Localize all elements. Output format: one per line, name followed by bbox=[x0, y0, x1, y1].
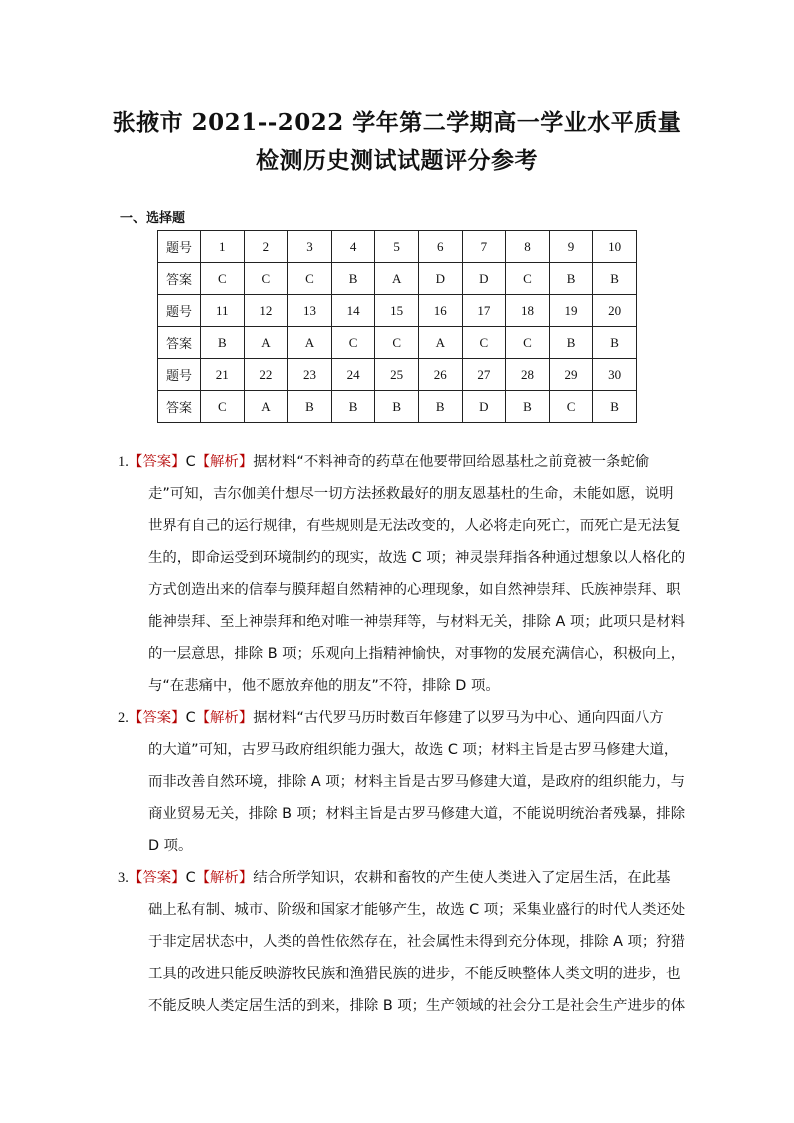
table-cell: B bbox=[418, 391, 462, 423]
table-cell: 26 bbox=[418, 359, 462, 391]
table-cell: 22 bbox=[244, 359, 288, 391]
table-cell: B bbox=[549, 263, 593, 295]
table-row bbox=[158, 359, 637, 391]
explanation-line bbox=[118, 960, 681, 992]
explanation-line bbox=[118, 512, 681, 544]
table-cell: B bbox=[549, 327, 593, 359]
explanation-text: 走”可知，吉尔伽美什想尽一切方法拯救最好的朋友恩基杜的生命，未能如愿，说明 bbox=[148, 486, 674, 502]
explanation-line bbox=[118, 800, 686, 832]
row-header-cell: 题号 bbox=[158, 231, 201, 263]
item-number: 1. bbox=[118, 454, 129, 470]
explanation-text: 据材料“不料神奇的药草在他要带回给恩基杜之前竟被一条蛇偷 bbox=[253, 454, 650, 470]
table-cell: C bbox=[375, 327, 419, 359]
explanation-line bbox=[118, 928, 686, 960]
analysis-label: 【解析】 bbox=[195, 710, 254, 726]
explanation-line bbox=[118, 896, 686, 928]
explanation-line bbox=[118, 480, 674, 512]
explanation-text: 据材料“古代罗马历时数百年修建了以罗马为中心、通向四面八方 bbox=[253, 710, 664, 726]
table-cell: C bbox=[506, 327, 550, 359]
table-cell: 11 bbox=[201, 295, 245, 327]
table-cell: A bbox=[418, 327, 462, 359]
table-row bbox=[158, 295, 637, 327]
explanation-line bbox=[118, 864, 671, 896]
table-cell: B bbox=[288, 391, 332, 423]
table-cell: D bbox=[462, 263, 506, 295]
row-header-cell: 题号 bbox=[158, 359, 201, 391]
explanation-text: 方式创造出来的信奉与膜拜超自然精神的心理现象，如自然神崇拜、氏族神崇拜、职 bbox=[148, 582, 681, 598]
table-cell: C bbox=[462, 327, 506, 359]
table-cell: B bbox=[506, 391, 550, 423]
table-cell: 29 bbox=[549, 359, 593, 391]
explanation-item bbox=[118, 448, 686, 704]
item-number: 2. bbox=[118, 710, 129, 726]
table-cell: B bbox=[593, 327, 637, 359]
explanation-line bbox=[118, 832, 658, 864]
table-cell: B bbox=[201, 327, 245, 359]
table-cell: B bbox=[593, 391, 637, 423]
table-cell: C bbox=[331, 327, 375, 359]
table-cell: 1 bbox=[201, 231, 245, 263]
analysis-label: 【解析】 bbox=[195, 454, 254, 470]
table-cell: 16 bbox=[418, 295, 462, 327]
table-cell: 17 bbox=[462, 295, 506, 327]
explanation-text: 的大道”可知，古罗马政府组织能力强大，故选 C 项；材料主旨是古罗马修建大道， bbox=[148, 742, 679, 758]
table-cell: A bbox=[288, 327, 332, 359]
table-cell: 3 bbox=[288, 231, 332, 263]
table-cell: B bbox=[375, 391, 419, 423]
table-cell: 18 bbox=[506, 295, 550, 327]
answer-label: 【答案】 bbox=[128, 710, 186, 726]
explanation-line bbox=[118, 544, 686, 576]
answer-explanations bbox=[118, 448, 686, 1024]
section-heading: 一、选择题 bbox=[120, 211, 186, 226]
explanation-line bbox=[118, 608, 686, 640]
table-cell: D bbox=[418, 263, 462, 295]
explanation-line bbox=[118, 672, 658, 704]
item-number: 3. bbox=[118, 870, 129, 886]
explanation-text: 世界有自己的运行规律，有些规则是无法改变的，人必将走向死亡，而死亡是无法复 bbox=[148, 518, 681, 534]
table-row bbox=[158, 231, 637, 263]
explanation-item bbox=[118, 864, 686, 1024]
table-cell: 9 bbox=[549, 231, 593, 263]
explanation-text: 工具的改进只能反映游牧民族和渔猎民族的进步，不能反映整体人类文明的进步，也 bbox=[148, 966, 681, 982]
table-cell: 23 bbox=[288, 359, 332, 391]
table-cell: C bbox=[288, 263, 332, 295]
table-cell: 6 bbox=[418, 231, 462, 263]
explanation-text: 础上私有制、城市、阶级和国家才能够产生，故选 C 项；采集业盛行的时代人类还处 bbox=[148, 902, 686, 918]
explanation-line bbox=[118, 992, 686, 1024]
explanation-line bbox=[118, 640, 686, 672]
table-cell: D bbox=[462, 391, 506, 423]
answer-value: C bbox=[185, 454, 196, 470]
table-cell: A bbox=[244, 327, 288, 359]
table-cell: C bbox=[549, 391, 593, 423]
table-cell: C bbox=[244, 263, 288, 295]
table-cell: 30 bbox=[593, 359, 637, 391]
table-cell: B bbox=[593, 263, 637, 295]
answer-label: 【答案】 bbox=[128, 870, 186, 886]
explanation-text: 能神崇拜、至上神崇拜和绝对唯一神崇拜等，与材料无关，排除 A 项；此项只是材料 bbox=[148, 614, 686, 630]
answer-value: C bbox=[185, 710, 196, 726]
table-cell: 25 bbox=[375, 359, 419, 391]
table-cell: 7 bbox=[462, 231, 506, 263]
table-cell: A bbox=[244, 391, 288, 423]
table-row bbox=[158, 263, 637, 295]
row-header-cell: 答案 bbox=[158, 263, 201, 295]
explanation-text: 结合所学知识，农耕和畜牧的产生使人类进入了定居生活，在此基 bbox=[253, 870, 671, 886]
table-cell: 2 bbox=[244, 231, 288, 263]
explanation-text: 与“在悲痛中，他不愿放弃他的朋友”不符，排除 D 项。 bbox=[148, 678, 500, 694]
table-cell: 27 bbox=[462, 359, 506, 391]
explanation-item bbox=[118, 704, 686, 864]
explanation-text: 不能反映人类定居生活的到来，排除 B 项；生产领域的社会分工是社会生产进步的体 bbox=[148, 998, 686, 1014]
table-cell: 8 bbox=[506, 231, 550, 263]
table-row bbox=[158, 391, 637, 423]
answer-value: C bbox=[185, 870, 196, 886]
explanation-line bbox=[118, 576, 681, 608]
row-header-cell: 题号 bbox=[158, 295, 201, 327]
table-cell: 4 bbox=[331, 231, 375, 263]
table-cell: 5 bbox=[375, 231, 419, 263]
table-cell: 14 bbox=[331, 295, 375, 327]
table-cell: 28 bbox=[506, 359, 550, 391]
answer-label: 【答案】 bbox=[128, 454, 186, 470]
table-cell: 24 bbox=[331, 359, 375, 391]
explanation-text: 商业贸易无关，排除 B 项；材料主旨是古罗马修建大道，不能说明统治者残暴，排除 bbox=[148, 806, 686, 822]
explanation-line bbox=[118, 448, 658, 480]
table-cell: 10 bbox=[593, 231, 637, 263]
table-cell: B bbox=[331, 263, 375, 295]
analysis-label: 【解析】 bbox=[195, 870, 254, 886]
document-title-line-1: 张掖市 2021--2022 学年第二学期高一学业水平质量 bbox=[112, 109, 682, 136]
explanation-text: D 项。 bbox=[148, 838, 193, 854]
table-row bbox=[158, 327, 637, 359]
table-cell: C bbox=[201, 391, 245, 423]
explanation-text: 于非定居状态中，人类的兽性依然存在，社会属性未得到充分体现，排除 A 项；狩猎 bbox=[148, 934, 686, 950]
table-cell: 20 bbox=[593, 295, 637, 327]
answer-table bbox=[157, 230, 637, 423]
table-cell: C bbox=[506, 263, 550, 295]
document-title-line-2: 检测历史测试试题评分参考 bbox=[256, 147, 538, 174]
table-cell: 12 bbox=[244, 295, 288, 327]
table-cell: A bbox=[375, 263, 419, 295]
table-cell: 15 bbox=[375, 295, 419, 327]
table-cell: B bbox=[331, 391, 375, 423]
explanation-line bbox=[118, 736, 679, 768]
explanation-line bbox=[118, 768, 686, 800]
table-cell: C bbox=[201, 263, 245, 295]
row-header-cell: 答案 bbox=[158, 391, 201, 423]
explanation-text: 生的，即命运受到环境制约的现实，故选 C 项；神灵崇拜指各种通过想象以人格化的 bbox=[148, 550, 686, 566]
table-cell: 13 bbox=[288, 295, 332, 327]
table-cell: 21 bbox=[201, 359, 245, 391]
explanation-text: 而非改善自然环境，排除 A 项；材料主旨是古罗马修建大道，是政府的组织能力，与 bbox=[148, 774, 686, 790]
row-header-cell: 答案 bbox=[158, 327, 201, 359]
explanation-line bbox=[118, 704, 664, 736]
table-cell: 19 bbox=[549, 295, 593, 327]
explanation-text: 的一层意思，排除 B 项；乐观向上指精神愉快，对事物的发展充满信心，积极向上， bbox=[148, 646, 686, 662]
